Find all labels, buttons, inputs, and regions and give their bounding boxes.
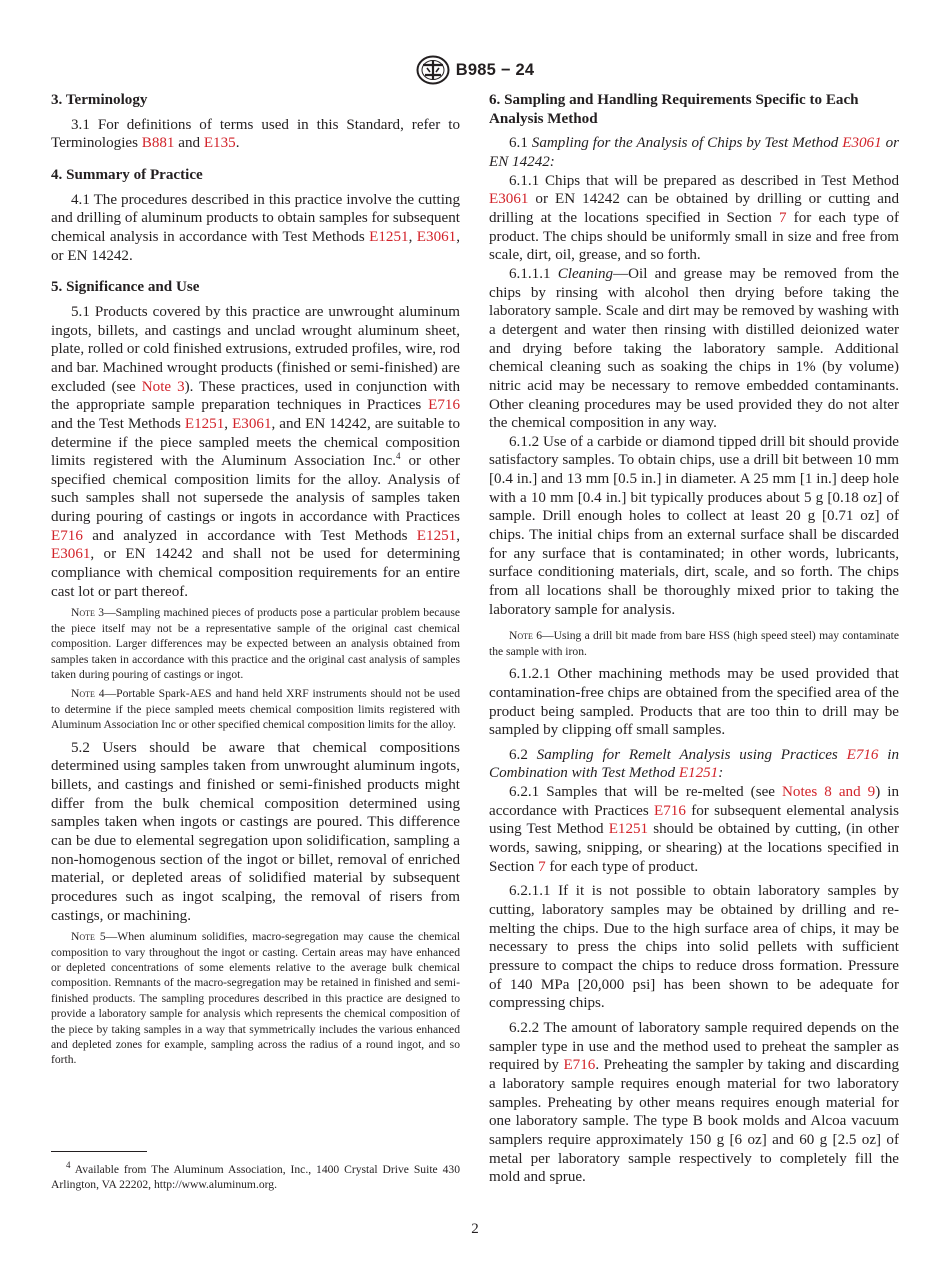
- ref-e3061-link[interactable]: E3061: [51, 546, 91, 563]
- paragraph-4-1: 4.1 The procedures described in this practice involve the cutting and drilling of aluminum products to obtain samples for subsequent chemical analysis in accordance with Test Methods E1251, E3061, or EN 14242.: [51, 191, 460, 264]
- note-3: Note 3—Sampling machined pieces of products pose a particular problem because the piece itself may not be a representative sample of the original cast chemical composition. Larger differences may be expected between an analysis obtained from samples taken in accordance with this practice and the original cast analysis of samples taken during pouring of castings or ingot.: [51, 606, 460, 682]
- paragraph-6-1-1-1: 6.1.1.1 Cleaning—Oil and grease may be removed from the chips by rinsing with alcohol then drying before taking the laboratory sample. Scale and dirt may be removed by washing with a detergent and water then rinsing with distilled deionized water and drying before taking the laboratory sample. Additional chemical cleaning such as soaking the chips in 1% (by volume) nitric acid may be necessary to remove embedded contaminants. Other cleaning procedures may be used provided they do not alter the chemical composition in any way.: [489, 265, 900, 432]
- paragraph-5-2: 5.2 Users should be aware that chemical compositions determined using samples taken from unwrought aluminum ingots, billets, and castings and finished or semi-finished products might differ from the bulk chemical composition determined using samples taken when ingots or castings are poured. This difference can be due to elemental segregation upon solidification, sampling a non-homogenous section of the ingot or billet, removal of enriched material, or depleted areas of solidified material by subsequent procedures such as ingot scalping, the removal of risers from castings, or machining.: [51, 739, 460, 924]
- ref-e1251-link[interactable]: E1251: [416, 527, 457, 544]
- paragraph-6-2-1: 6.2.1 Samples that will be re-melted (see Notes 8 and 9) in accordance with Practices E716 for subsequent elemental analysis using Test Method E1251 should be obtained by cutting, (in other words, sawing, snipping, or shearing) at the locations specified in Section 7 for each type of product.: [489, 784, 900, 875]
- ref-e1251-link[interactable]: E1251: [369, 228, 409, 245]
- paragraph-6-2-2: 6.2.2 The amount of laboratory sample required depends on the sampler type in use and the method used to preheat the sampler as required by E716. Preheating the sampler by taking and discarding a laboratory sample requires enough material for two laboratory samples. Preheating by other means requires enough material for one laboratory sample. The type B book molds and Alcoa vacuum samplers require approximately 150 g [6 oz] and 60 g [2.5 oz] of metal per laboratory sample respectively to completely fill the mold and sprue.: [489, 1020, 899, 1186]
- footnote-marker: 4: [395, 451, 401, 462]
- paragraph-6-2-1-1: 6.2.1.1 If it is not possible to obtain laboratory samples by cutting, laboratory samples may be obtained by drilling and re-melting the chips. Due to the high surface area of chips, it may be necessary to press the chips into solid pellets with sufficient pressure to compact the chips to reduce dross formation. Pressure of 140 MPa [20,000 psi] has been shown to be adequate for compressing chips.: [489, 883, 899, 1012]
- section-4-heading: 4. Summary of Practice: [51, 166, 203, 183]
- ref-note-3-link[interactable]: Note 3: [141, 378, 185, 395]
- ref-e3061-link[interactable]: E3061: [232, 415, 272, 432]
- ref-notes-8-9-link[interactable]: Notes 8 and 9: [782, 784, 876, 801]
- ref-e1251-link[interactable]: E1251: [608, 821, 649, 838]
- note-4: Note 4—Portable Spark-AES and hand held XRF instruments should not be used to determine if the piece sampled meets chemical composition limits registered with Aluminum Association Inc or other specified chemical composition limits for the alloy.: [51, 687, 460, 732]
- paragraph-3-1: 3.1 For definitions of terms used in this Standard, refer to Terminologies B881 and E135.: [51, 116, 460, 152]
- paragraph-6-2: 6.2 Sampling for Remelt Analysis using Practices E716 in Combination with Test Method E1251:: [489, 746, 900, 782]
- section-5-heading: 5. Significance and Use: [51, 279, 200, 296]
- astm-logo-icon: [416, 55, 450, 85]
- ref-e3061-link[interactable]: E3061: [416, 228, 457, 245]
- ref-e716-link[interactable]: E716: [654, 802, 686, 819]
- left-column: [51, 91, 460, 1070]
- section-6-heading: 6. Sampling and Handling Requirements Specific to Each Analysis Method: [489, 92, 859, 127]
- document-designation: B985 − 24: [455, 60, 535, 79]
- ref-e135-link[interactable]: E135: [203, 135, 236, 152]
- ref-e1251-link[interactable]: E1251: [678, 765, 719, 782]
- page-header: [0, 55, 950, 85]
- ref-e716-link[interactable]: E716: [428, 397, 460, 414]
- note-6: Note 6—Using a drill bit made from bare HSS (high speed steel) may contaminate the sample with iron.: [489, 629, 899, 658]
- ref-e716-link[interactable]: E716: [563, 1057, 596, 1074]
- ref-b881-link[interactable]: B881: [141, 135, 175, 152]
- ref-e716-link[interactable]: E716: [51, 527, 83, 544]
- section-3-heading: 3. Terminology: [51, 92, 148, 108]
- paragraph-6-1: 6.1 Sampling for the Analysis of Chips by Test Method E3061 or EN 14242:: [489, 135, 899, 170]
- ref-e1251-link[interactable]: E1251: [184, 415, 225, 432]
- ref-section-7-link[interactable]: 7: [538, 858, 546, 875]
- page-number: 2: [471, 1221, 479, 1237]
- paragraph-5-1: 5.1 Products covered by this practice are unwrought aluminum ingots, billets, and castings and unclad wrought aluminum sheet, plate, rolled or cold finished extrusions, extruded profiles, wire, rod and bar. Machined wrought products (finished or semi-finished) are excluded (see Note 3). These practices, used in conjunction with the appropriate sample preparation techniques in Practices E716 and the Test Methods E1251, E3061, and EN 14242, are suitable to determine if the piece sampled meets the chemical composition limits registered with the Aluminum Association Inc.$^4$ or other specified chemical composition limits for the alloy. Analysis of such samples shall not supersede the analysis of samples taken during pouring of castings or ingots in accordance with Practices E716 and analyzed in accordance with Test Methods E1251, E3061, or EN 14242 and shall not be used for determining compliance with chemical composition requirements for an entire cast lot or part thereof.: [51, 303, 460, 600]
- paragraph-6-1-2: 6.1.2 Use of a carbide or diamond tipped drill bit should provide satisfactory samples. To obtain chips, use a drill bit between 10 mm [0.4 in.] and 13 mm [0.5 in.] in diameter. A 25 mm [1 in.] deep hole with a 10 mm [0.4 in.] bit typically produces about 5 g [0.18 oz] of sample. Drill enough holes to collect at least 20 g [0.71 oz] of chips. The initial chips from an external surface shall be discarded for any surface that is contaminated; in other words, lubricants, surface conditioning materials, dirt, scale, and so forth. The chips from all locations shall be thoroughly mixed prior to taking the laboratory sample for analysis.: [489, 433, 899, 618]
- footnote-4: $^4$ Available from The Aluminum Association, Inc., 1400 Crystal Drive Suite 430 Arlington, VA 22202, http://www.aluminum.org.: [51, 1160, 460, 1192]
- right-column: [489, 91, 899, 1187]
- paragraph-6-1-1: 6.1.1 Chips that will be prepared as described in Test Method E3061 or EN 14242 can be obtained by drilling or cutting and drilling at the locations specified in Section 7 for each type of product. The chips should be uniformly small in size and free from scale, dirt, oil, grease, and so forth.: [489, 172, 899, 264]
- ref-e716-link[interactable]: E716: [846, 746, 879, 763]
- ref-e3061-link[interactable]: E3061: [489, 191, 529, 208]
- ref-e3061-link[interactable]: E3061: [842, 135, 882, 152]
- footnote-rule: [51, 1151, 147, 1152]
- ref-section-7-link[interactable]: 7: [778, 209, 787, 226]
- note-5: Note 5—When aluminum solidifies, macro-segregation may cause the chemical composition to vary throughout the ingot or casting. Certain areas may have enhanced or depleted concentrations of some elements relative to the average bulk chemical composition. Remnants of the macro-segregation may be retained in finished and semi-finished products. The sampling procedures described in this practice are designed to provide a laboratory sample for analysis which represents the chemical composition of the piece by taking samples in a way that symmetrically includes the various enhanced and depleted zones for example, sampling across the radius of a round ingot, and so forth.: [51, 930, 460, 1067]
- paragraph-6-1-2-1: 6.1.2.1 Other machining methods may be used provided that contamination-free chips are obtained from the specified area of the product being sampled. Products that are too thin to drill may be sampled by clipping off small samples.: [489, 666, 899, 739]
